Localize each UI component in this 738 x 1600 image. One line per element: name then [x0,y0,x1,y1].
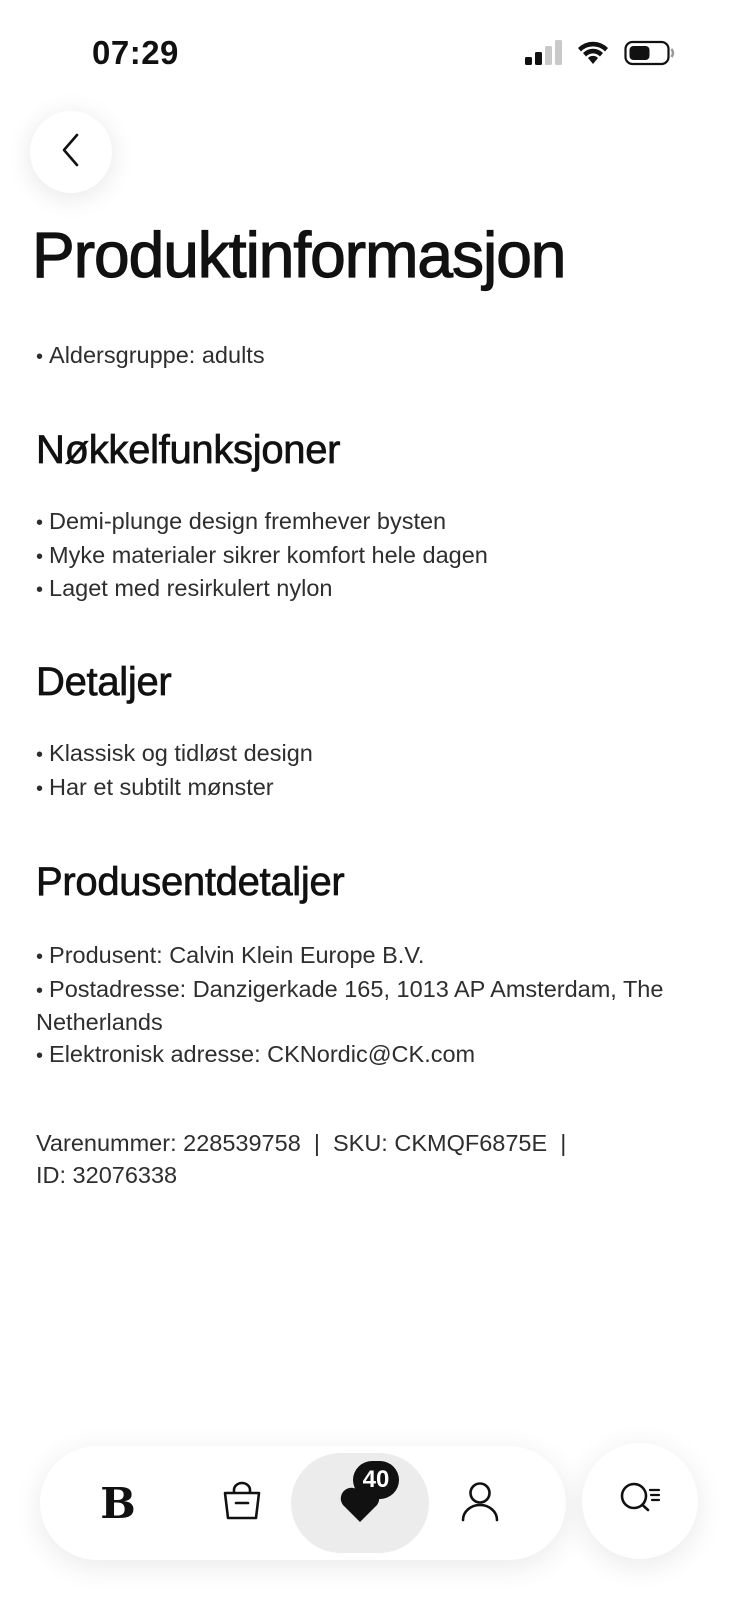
manufacturer-list [36,940,716,1072]
shopping-bag-icon [221,1481,263,1526]
person-icon [460,1480,500,1527]
list-item: • Har et subtilt mønster [36,773,274,800]
list-item: • Elektronisk adresse: CKNordic@CK.com [36,1040,476,1067]
nav-home[interactable] [68,1446,168,1560]
nav-cart[interactable] [192,1446,292,1560]
key-features-list [36,506,716,607]
list-item: • Postadresse: Danzigerkade 165, 1013 AP Amsterdam, The Netherlands [36,975,664,1035]
wishlist-count-badge: 40 [353,1461,399,1499]
status-time: 07:29 [92,34,179,71]
nav-profile[interactable] [430,1446,530,1560]
search-icon [618,1479,662,1524]
list-item: • Myke materialer sikrer komfort hele dagen [36,541,488,568]
product-id-line-1: Varenummer: 228539758 | SKU: CKMQF6875E | [36,1130,567,1156]
wifi-icon [576,40,610,71]
page-title: Produktinformasjon [32,219,566,291]
bottom-nav [40,1446,566,1560]
section-heading-manufacturer: Produsentdetaljer [36,860,345,904]
back-button[interactable] [30,111,112,193]
product-id-line-2: ID: 32076338 [36,1161,178,1188]
list-item: • Demi-plunge design fremhever bysten [36,508,447,534]
cellular-signal-icon [524,40,562,71]
product-identifiers [36,1128,676,1191]
details-list [36,738,716,805]
nav-wishlist[interactable] [291,1453,429,1553]
intro-list [36,340,716,374]
list-item: • Laget med resirkulert nylon [36,575,333,601]
list-item: • Klassisk og tidløst design [36,740,313,766]
battery-icon [624,40,676,71]
list-item: • Produsent: Calvin Klein Europe B.V. [36,942,425,968]
section-heading-key-features: Nøkkelfunksjoner [36,428,341,472]
status-bar [0,0,738,100]
list-item: • Aldersgruppe: adults [36,342,265,368]
status-icons [524,40,676,71]
search-button[interactable] [582,1443,698,1559]
brand-logo-icon: B [100,1478,136,1528]
section-heading-details: Detaljer [36,660,172,704]
chevron-left-icon [58,132,84,173]
